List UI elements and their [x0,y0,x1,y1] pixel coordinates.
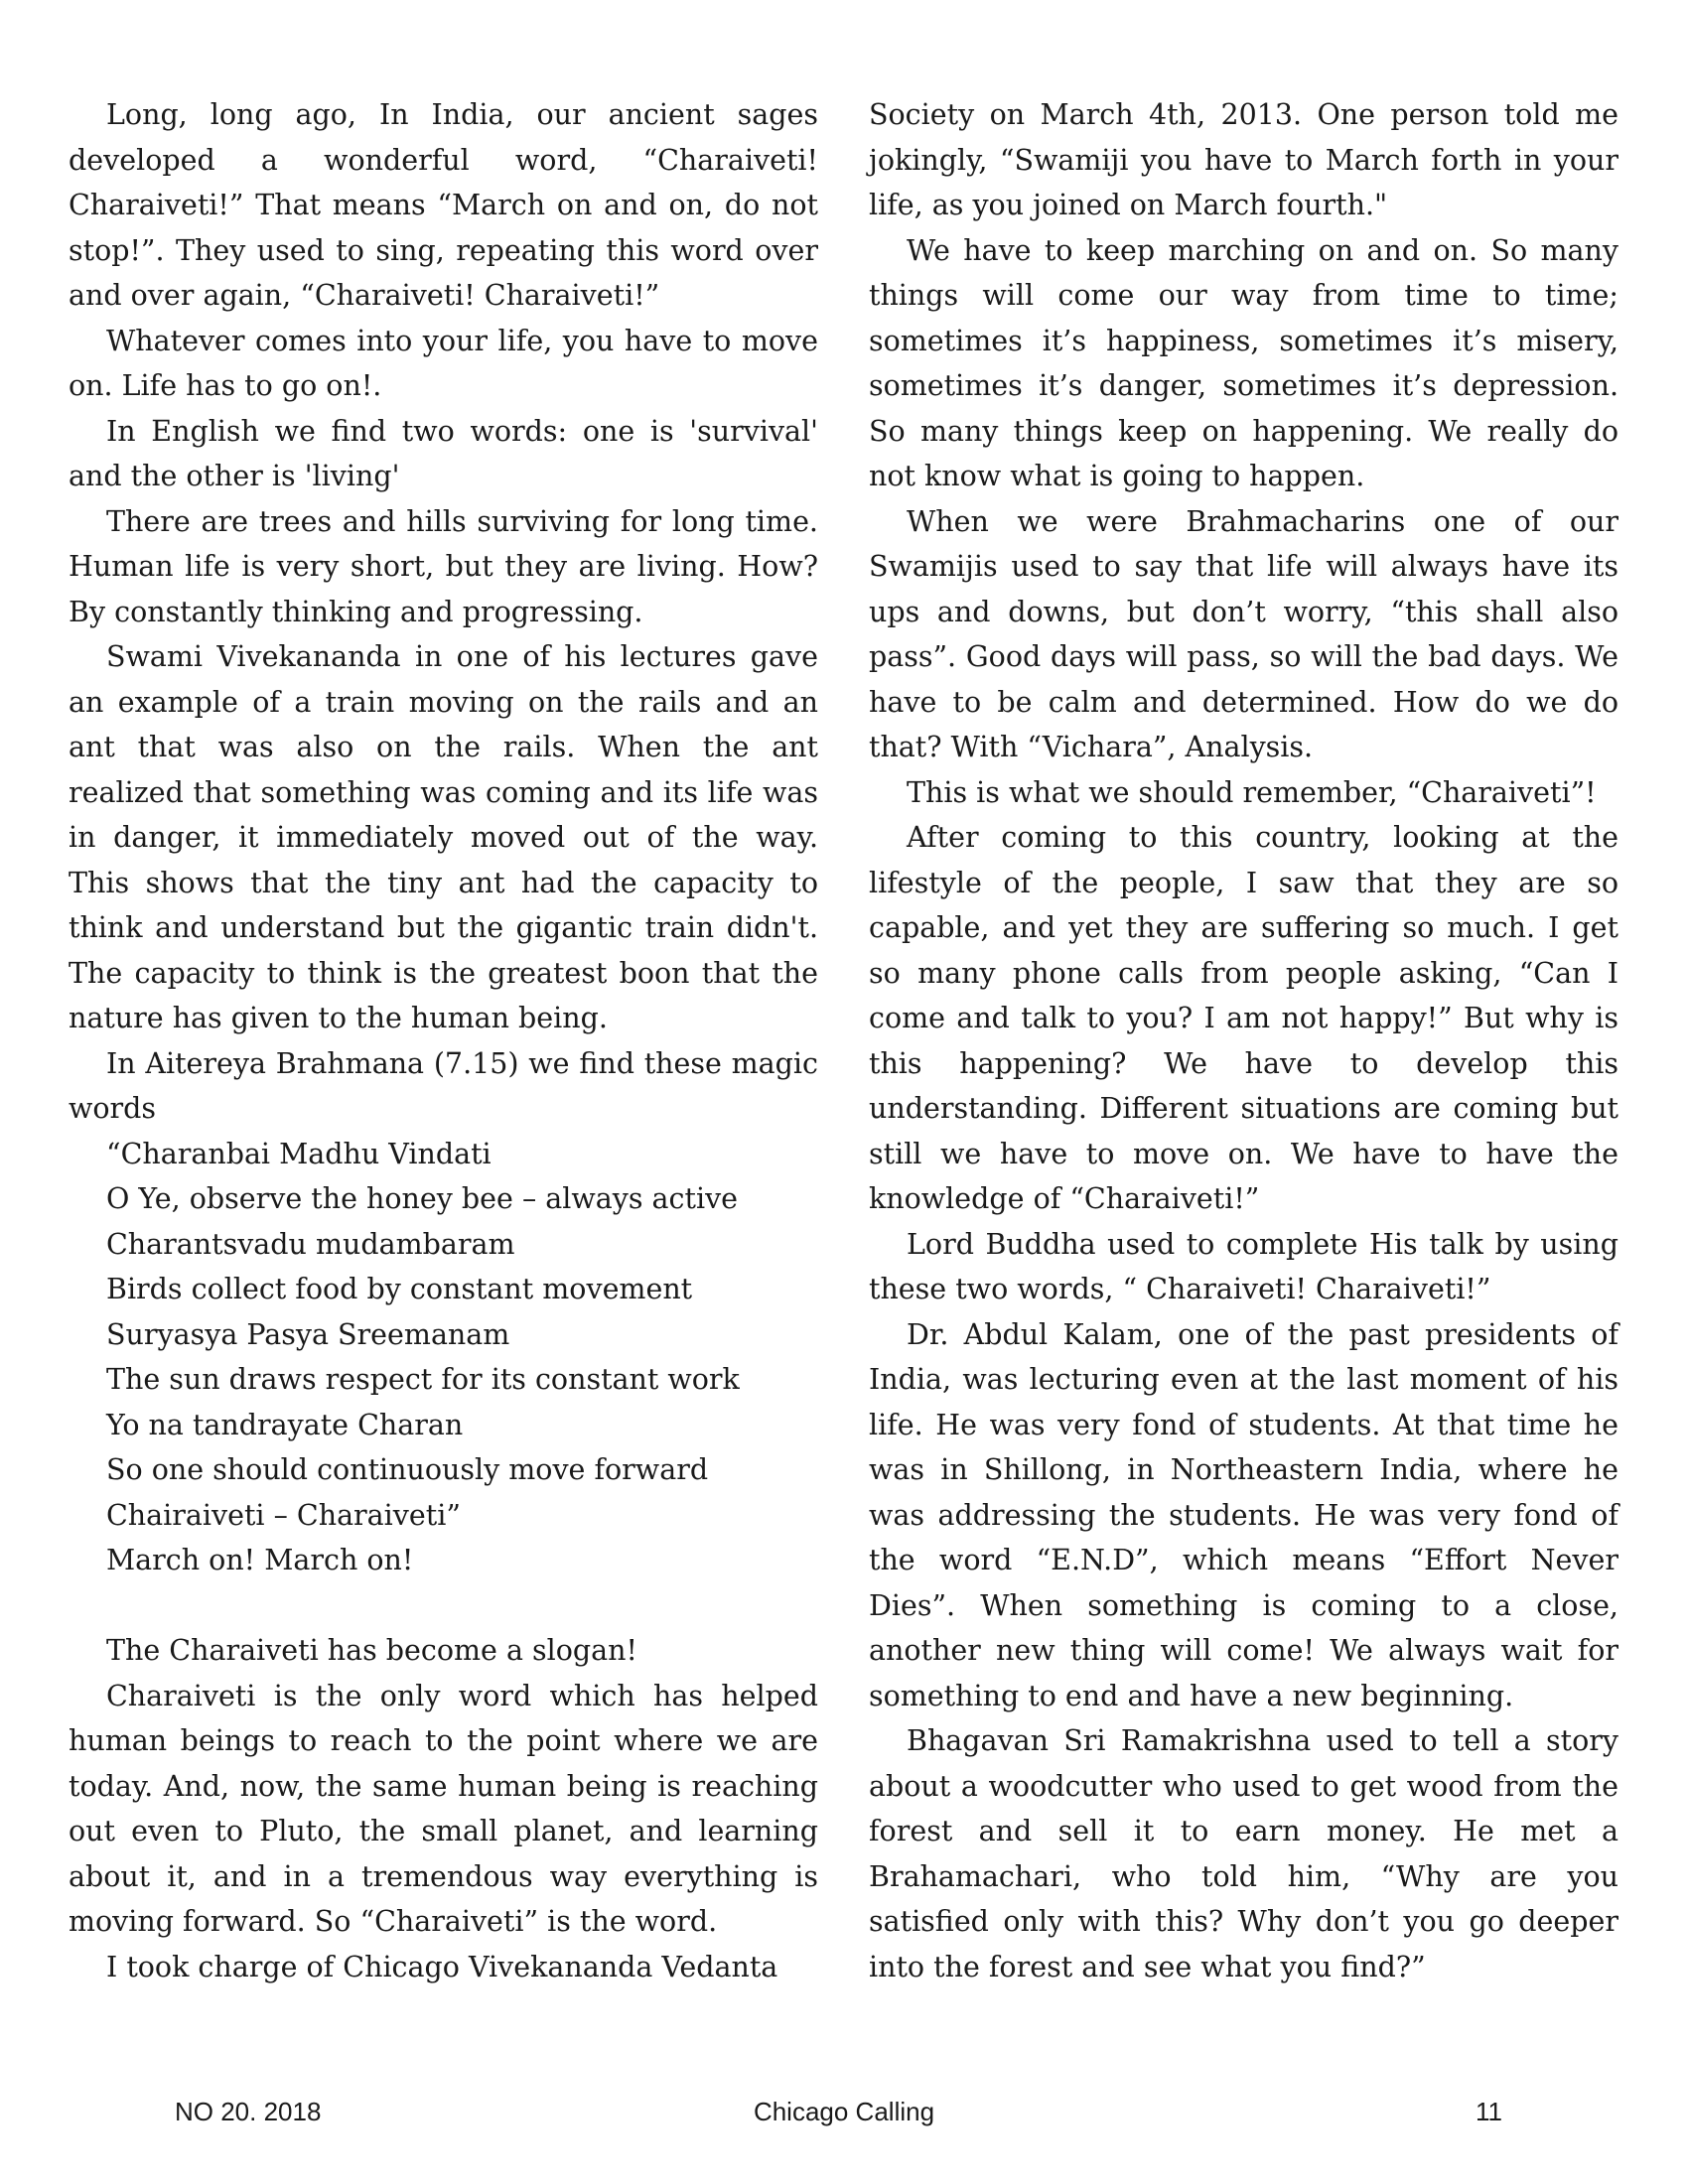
paragraph: Dr. Abdul Kalam, one of the past presidents of India, was lecturing even at the last moment of his life. He was very fond of students. At that time he was in Shillong, in Northeastern India, where he was addressing the students. He was very fond of the word “E.N.D”, which means “Effort Never Dies”. When something is coming to a close, another new thing will come! We always wait for something to end and have a new beginning. [869,1317,1618,1712]
paragraph: In Aitereya Brahmana (7.15) we find these magic words [69,1046,818,1125]
right-column [869,92,1618,1989]
paragraph: Whatever comes into your life, you have to move on. Life has to go on!. [69,324,818,402]
continued-paragraph: Society on March 4th, 2013. One person told me jokingly, “Swamiji you have to March forth in your life, as you joined on March fourth." [869,98,1618,221]
verse-line: Suryasya Pasya Sreemanam [106,1317,510,1351]
paragraph: Lord Buddha used to complete His talk by using these two words, “ Charaiveti! Charaiveti!” [869,1227,1618,1305]
verse-line: Charantsvadu mudambaram [106,1227,515,1261]
blank-line [69,1583,818,1629]
paragraph: Swami Vivekananda in one of his lectures gave an example of a train moving on the rails and an ant that was also on the rails. When the ant realized that something was coming and its life was in danger, it immediately moved out of the way. This shows that the tiny ant had the capacity to think and understand but the gigantic train didn't. The capacity to think is the greatest boon that the nature has given to the human being. [69,640,818,1034]
footer-publication: Chicago Calling [753,2097,935,2126]
footer-issue: NO 20. 2018 [175,2097,322,2126]
paragraph: In English we find two words: one is 'survival' and the other is 'living' [69,414,818,492]
page-footer [0,2097,1688,2136]
verse-line: Birds collect food by constant movement [106,1273,693,1305]
verse-line: Chairaiveti – Charaiveti” [106,1498,461,1532]
verse-line: March on! March on! [106,1544,414,1576]
verse-line: Yo na tandrayate Charan [106,1408,464,1441]
left-column [69,92,818,1989]
paragraph: This is what we should remember, “Charaiveti”! [907,775,1597,809]
verse-block [69,1132,818,1583]
verse-line: The sun draws respect for its constant work [106,1363,740,1396]
footer-page-number: 11 [1476,2097,1502,2126]
paragraph: There are trees and hills surviving for long time. Human life is very short, but they are living. How? By constantly thinking and progressing. [69,504,818,628]
verse-line: So one should continuously move forward [106,1453,709,1486]
paragraph: Long, long ago, In India, our ancient sages developed a wonderful word, “Charaiveti! Charaiveti!” That means “March on and on, do not stop!”. They used to sing, repeating this word over and over again, “Charaiveti! Charaiveti!” [69,98,818,312]
paragraph: After coming to this country, looking at the lifestyle of the people, I saw that they are so capable, and yet they are suffering so much. I get so many phone calls from people asking, “Can I come and talk to you? I am not happy!” But why is this happening? We have to develop this understanding. Different situations are coming but still we have to move on. We have to have the knowledge of “Charaiveti!” [869,821,1618,1215]
paragraph: Charaiveti is the only word which has helped human beings to reach to the point where we are today. And, now, the same human being is reaching out even to Pluto, the small planet, and learning about it, and in a tremendous way everything is moving forward. So “Charaiveti” is the word. [69,1679,818,1938]
paragraph: We have to keep marching on and on. So many things will come our way from time to time; sometimes it’s happiness, sometimes it’s misery, sometimes it’s danger, sometimes it’s depression. So many things keep on happening. We really do not know what is going to happen. [869,233,1618,492]
paragraph: I took charge of Chicago Vivekananda Vedanta [106,1950,778,1983]
paragraph: Bhagavan Sri Ramakrishna used to tell a story about a woodcutter who used to get wood from the forest and sell it to earn money. He met a Brahamachari, who told him, “Why are you satisfied only with this? Why don’t you go deeper into the forest and see what you find?” [869,1724,1618,1983]
paragraph: The Charaiveti has become a slogan! [106,1634,637,1667]
verse-line: O Ye, observe the honey bee – always active [106,1182,739,1215]
verse-line: “Charanbai Madhu Vindati [106,1137,492,1170]
paragraph: When we were Brahmacharins one of our Swamijis used to say that life will always have its ups and downs, but don’t worry, “this shall also pass”. Good days will pass, so will the bad days. We have to be calm and determined. How do we do that? With “Vichara”, Analysis. [869,504,1618,763]
